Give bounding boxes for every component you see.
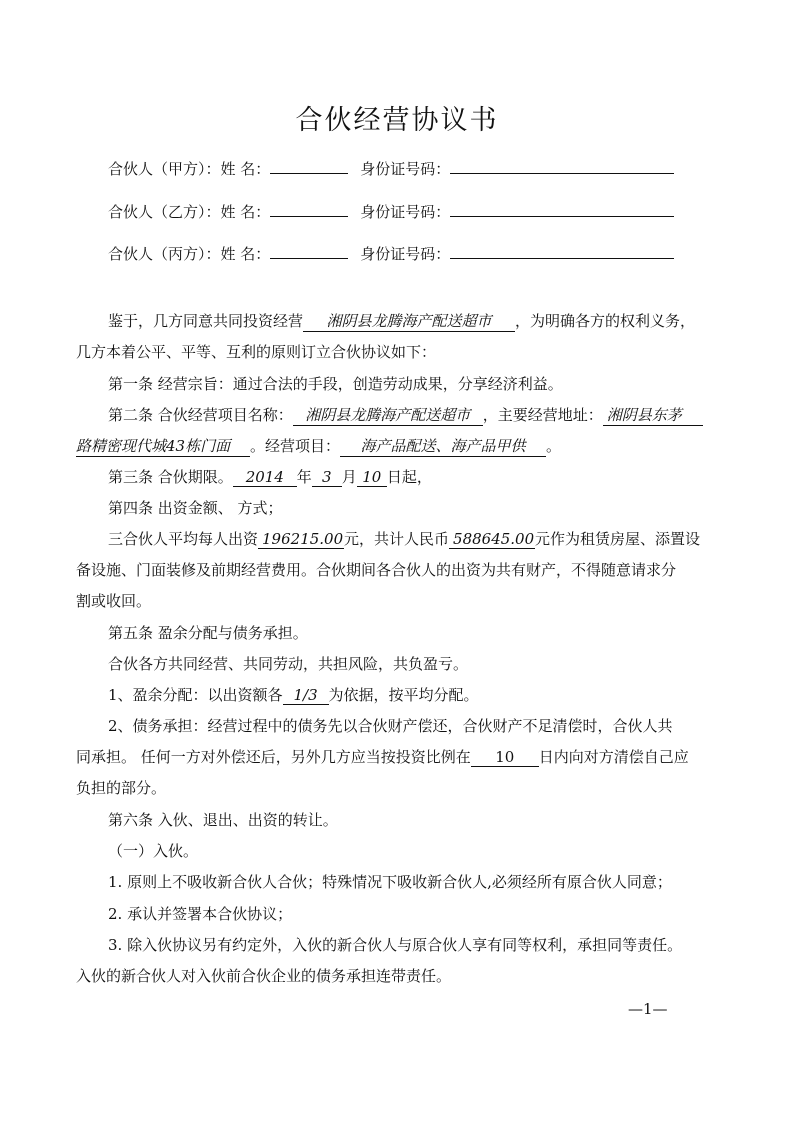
article-4: 第四条 出资金额、 方式；	[108, 499, 283, 517]
debt-text-2: 日内向对方清偿自己应	[538, 748, 689, 766]
debt-line-3: 负担的部分。	[76, 779, 167, 797]
business-name-field: 湘阴县龙腾海产配送超市	[303, 310, 515, 332]
page-number: —1—	[628, 1000, 668, 1018]
investment-line-3: 割或收回。	[76, 592, 152, 610]
section-join: （一）入伙。	[108, 842, 199, 860]
project-name-field: 湘阴县龙腾海产配送超市	[293, 404, 483, 426]
debt-text: 同承担。 任何一方对外偿还后，另外几方应当按投资比例在	[76, 748, 471, 766]
day-label: 日起，	[386, 468, 432, 486]
party-c-name-blank[interactable]	[270, 244, 348, 259]
business-items-field: 海产品配送、海产品甲供	[340, 435, 546, 457]
debt-line-1: 2、债务承担：经营过程中的债务先以合伙财产偿还，合伙财产不足清偿时，合伙人共	[108, 717, 673, 735]
party-c-label: 合伙人（丙方）：姓 名：	[108, 245, 271, 263]
start-day-field: 10	[357, 468, 387, 487]
investment-text-3: 元作为租赁房屋、添置设	[535, 530, 701, 548]
article-2-line-2	[76, 435, 561, 457]
party-c-id-label: 身份证号码：	[360, 245, 451, 263]
profit-text: 1、盈余分配：以出资额各	[108, 686, 283, 704]
join-item-2: 2. 承认并签署本合伙协议；	[108, 905, 293, 923]
items-label: 。经营项目：	[250, 437, 341, 455]
preamble-line-2: 几方本着公平、平等、互利的原则订立合伙协议如下：	[76, 343, 437, 361]
article-2-line-1	[108, 404, 703, 426]
address-field-2: 路精密现代城43栋门面	[76, 435, 250, 457]
profit-ratio-field: 1/3	[283, 686, 329, 705]
join-item-1: 1. 原则上不吸收新合伙人合伙；特殊情况下吸收新合伙人,必须经所有原合伙人同意；	[108, 873, 672, 891]
investment-total-field: 588645.00	[449, 530, 535, 549]
investment-text: 三合伙人平均每人出资	[108, 530, 259, 548]
party-a-id-label: 身份证号码：	[360, 160, 451, 178]
party-b-row	[108, 201, 674, 222]
party-c-id-blank[interactable]	[450, 244, 674, 259]
party-a-row	[108, 158, 674, 179]
start-month-field: 3	[312, 468, 342, 487]
profit-text-2: 为依据，按平均分配。	[328, 686, 479, 704]
party-a-label: 合伙人（甲方）：姓 名：	[108, 160, 271, 178]
party-a-name-blank[interactable]	[270, 159, 348, 174]
party-b-label: 合伙人（乙方）：姓 名：	[108, 203, 271, 221]
start-year-field: 2014	[233, 468, 297, 487]
party-c-row	[108, 243, 674, 264]
party-b-id-label: 身份证号码：	[360, 203, 451, 221]
document-title: 合伙经营协议书	[295, 105, 499, 136]
article-3-heading: 第三条 合伙期限。	[108, 468, 233, 486]
article-1: 第一条 经营宗旨：通过合法的手段，创造劳动成果，分享经济利益。	[108, 375, 563, 393]
preamble-line-1	[108, 310, 695, 332]
article-5-text: 合伙各方共同经营、共同劳动，共担风险，共负盈亏。	[108, 655, 469, 673]
party-b-id-blank[interactable]	[450, 202, 674, 217]
article-3	[108, 466, 432, 487]
join-item-3: 3. 除入伙协议另有约定外，入伙的新合伙人与原合伙人享有同等权利，承担同等责任。	[108, 936, 683, 954]
article-2-heading: 第二条 合伙经营项目名称：	[108, 406, 293, 424]
period: 。	[546, 437, 562, 455]
year-label: 年	[296, 468, 312, 486]
party-a-id-blank[interactable]	[450, 159, 674, 174]
address-field-1: 湘阴县东茅	[603, 404, 703, 426]
join-item-3-cont: 入伙的新合伙人对入伙前合伙企业的债务承担连带责任。	[76, 967, 452, 985]
repay-days-field: 10	[471, 748, 539, 767]
preamble-text: 鉴于，几方同意共同投资经营	[108, 312, 304, 330]
article-5: 第五条 盈余分配与债务承担。	[108, 624, 308, 642]
month-label: 月	[341, 468, 357, 486]
article-6: 第六条 入伙、退出、出资的转让。	[108, 811, 338, 829]
investment-text-2: 元，共计人民币	[344, 530, 450, 548]
address-label: ，主要经营地址：	[482, 406, 603, 424]
preamble-text-2: ，为明确各方的权利义务，	[515, 312, 696, 330]
party-b-name-blank[interactable]	[270, 202, 348, 217]
investment-line-1	[108, 528, 700, 549]
investment-each-field: 196215.00	[258, 530, 344, 549]
debt-line-2	[76, 746, 689, 767]
profit-distribution	[108, 684, 479, 705]
investment-line-2: 备设施、门面装修及前期经营费用。合伙期间各合伙人的出资为共有财产，不得随意请求分	[76, 561, 677, 579]
